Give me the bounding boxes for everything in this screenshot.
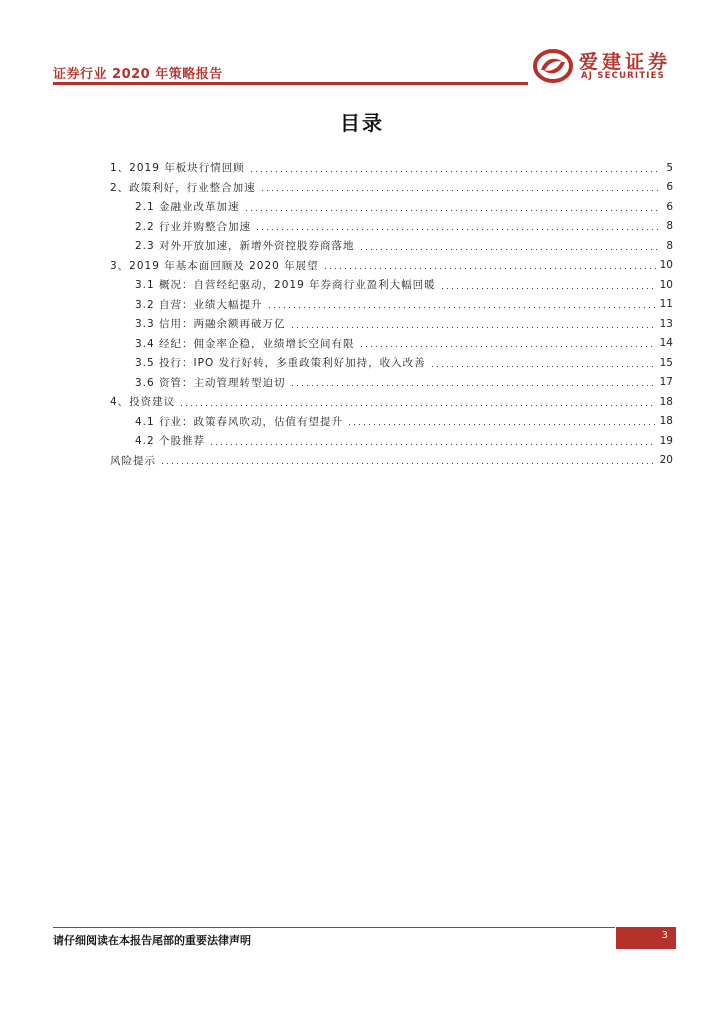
toc-entry[interactable] xyxy=(110,392,673,412)
toc-entry[interactable] xyxy=(110,197,673,217)
toc-leader-dots xyxy=(244,202,659,212)
toc-entry[interactable] xyxy=(110,412,673,432)
toc-entry-label: 风险提示 xyxy=(110,454,156,467)
toc-entry[interactable] xyxy=(110,334,673,354)
toc-entry-page: 8 xyxy=(666,239,673,252)
toc-leader-dots xyxy=(290,377,656,387)
toc-entry[interactable] xyxy=(110,314,673,334)
toc-entry[interactable] xyxy=(110,275,673,295)
toc-entry-label: 3.1 概况：自营经纪驱动，2019 年券商行业盈利大幅回暖 xyxy=(135,279,436,292)
toc-entry[interactable] xyxy=(110,451,673,471)
header-rule xyxy=(53,82,528,85)
toc-entry-label: 3、2019 年基本面回顾及 2020 年展望 xyxy=(110,259,319,272)
toc-leader-dots xyxy=(255,221,659,231)
toc-leader-dots xyxy=(260,182,659,192)
toc-leader-dots xyxy=(440,280,656,290)
toc-entry-label: 3.6 资管：主动管理转型迫切 xyxy=(135,376,286,389)
toc-entry[interactable] xyxy=(110,295,673,315)
toc-entry-page: 19 xyxy=(659,434,673,447)
toc-entry[interactable] xyxy=(110,178,673,198)
toc-entry-page: 10 xyxy=(659,259,673,272)
table-of-contents xyxy=(110,158,673,470)
toc-entry-label: 3.2 自营：业绩大幅提升 xyxy=(135,298,263,311)
toc-entry-label: 4.1 行业：政策春风吹动，估值有望提升 xyxy=(135,415,344,428)
toc-entry-label: 4、投资建议 xyxy=(110,396,176,409)
toc-leader-dots xyxy=(249,163,659,173)
logo-mark-icon xyxy=(533,48,573,84)
toc-entry-label: 2.1 金融业改革加速 xyxy=(135,201,240,214)
toc-entry-label: 4.2 个股推荐 xyxy=(135,435,206,448)
toc-entry-page: 18 xyxy=(659,415,673,428)
toc-entry-page: 8 xyxy=(666,220,673,233)
toc-entry-page: 13 xyxy=(659,317,673,330)
toc-entry[interactable] xyxy=(110,256,673,276)
toc-leader-dots xyxy=(179,397,655,407)
toc-entry-label: 2、政策利好，行业整合加速 xyxy=(110,181,256,194)
toc-entry-label: 1、2019 年板块行情回顾 xyxy=(110,162,245,175)
toc-entry[interactable] xyxy=(110,236,673,256)
legal-disclaimer: 请仔细阅读在本报告尾部的重要法律声明 xyxy=(53,934,251,947)
toc-entry-page: 6 xyxy=(666,200,673,213)
toc-entry-page: 5 xyxy=(666,161,673,174)
toc-entry-page: 15 xyxy=(659,356,673,369)
toc-entry-label: 2.3 对外开放加速，新增外资控股券商落地 xyxy=(135,240,355,253)
toc-entry[interactable] xyxy=(110,373,673,393)
toc-entry-label: 3.3 信用：两融余额再破万亿 xyxy=(135,318,286,331)
toc-entry-page: 17 xyxy=(659,376,673,389)
toc-leader-dots xyxy=(323,260,656,270)
toc-entry-page: 6 xyxy=(666,181,673,194)
toc-entry-page: 10 xyxy=(659,278,673,291)
toc-entry-page: 11 xyxy=(659,298,673,311)
logo-english-name: AJ SECURITIES xyxy=(581,71,665,81)
toc-leader-dots xyxy=(209,436,656,446)
toc-leader-dots xyxy=(267,299,656,309)
footer-rule xyxy=(53,927,615,928)
toc-entry[interactable] xyxy=(110,158,673,178)
toc-title: 目录 xyxy=(340,111,384,135)
toc-entry[interactable] xyxy=(110,217,673,237)
toc-entry-page: 20 xyxy=(659,454,673,467)
company-logo xyxy=(533,46,683,86)
toc-entry-label: 3.5 投行：IPO 发行好转，多重政策利好加持，收入改善 xyxy=(135,357,426,370)
toc-entry[interactable] xyxy=(110,431,673,451)
toc-entry-label: 3.4 经纪：佣金率企稳，业绩增长空间有限 xyxy=(135,337,355,350)
logo-chinese-name: 爱建证券 xyxy=(579,51,672,73)
toc-leader-dots xyxy=(347,416,656,426)
toc-entry[interactable] xyxy=(110,353,673,373)
report-header-title: 证券行业 2020 年策略报告 xyxy=(53,67,223,82)
toc-leader-dots xyxy=(160,455,656,465)
toc-leader-dots xyxy=(359,338,656,348)
toc-leader-dots xyxy=(430,358,656,368)
toc-entry-page: 18 xyxy=(659,395,673,408)
toc-entry-page: 14 xyxy=(659,337,673,350)
page-number: 3 xyxy=(616,927,676,949)
toc-leader-dots xyxy=(290,319,656,329)
toc-entry-label: 2.2 行业并购整合加速 xyxy=(135,220,252,233)
toc-leader-dots xyxy=(359,241,659,251)
